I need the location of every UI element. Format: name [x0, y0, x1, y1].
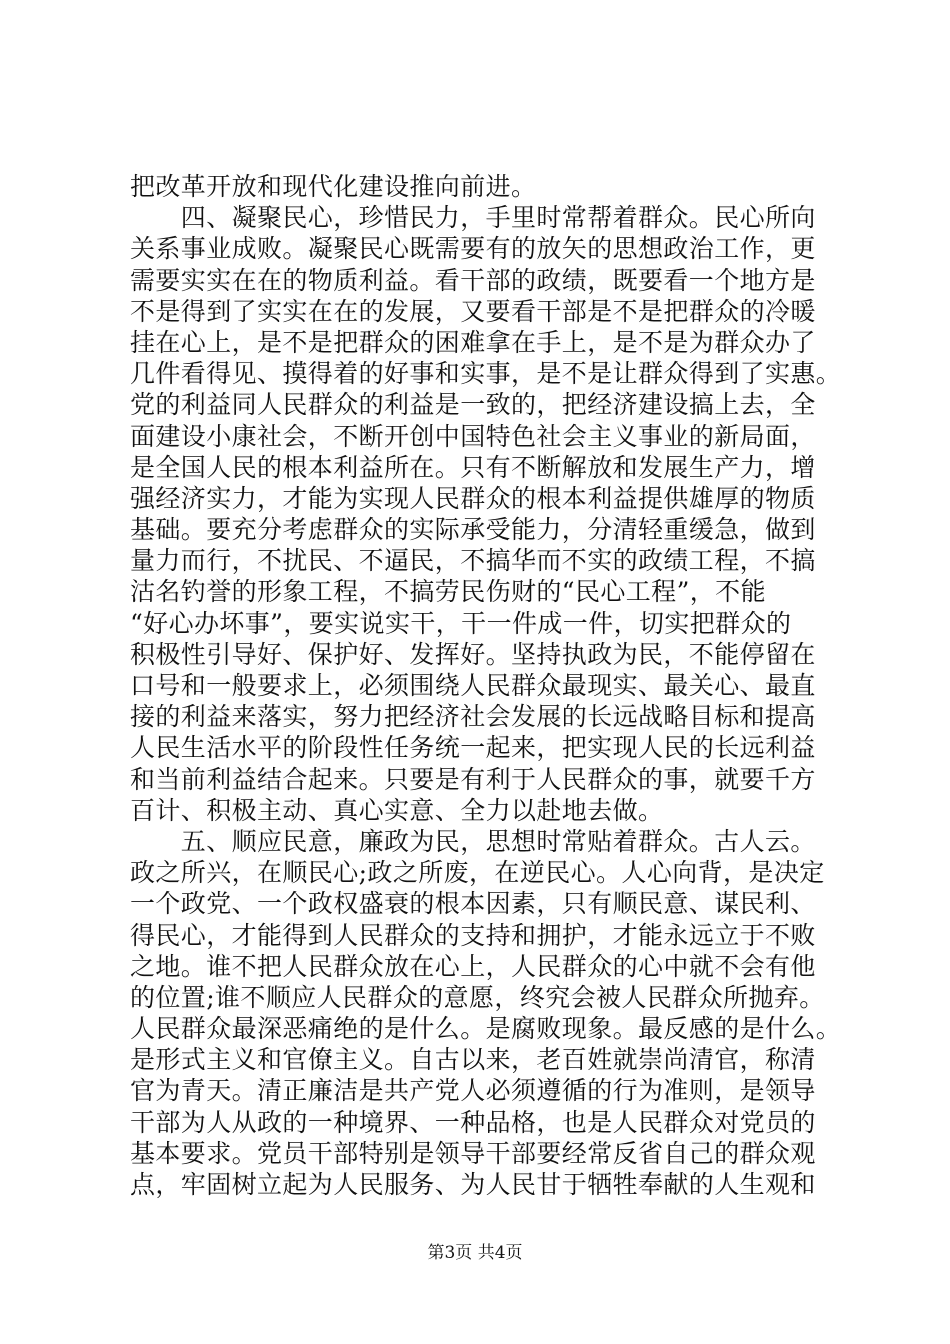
text-line: 百计、积极主动、真心实意、全力以赴地去做。	[130, 795, 664, 825]
text-line: 干部为人从政的一种境界、一种品格，也是人民群众对党员的	[130, 1107, 816, 1137]
text-line: 点，牢固树立起为人民服务、为人民甘于牺牲奉献的人生观和	[130, 1170, 816, 1199]
body-text	[130, 171, 842, 1200]
text-line: 不是得到了实实在在的发展，又要看干部是不是把群众的冷暖	[130, 296, 816, 326]
text-line: 得民心，才能得到人民群众的支持和拥护，才能永远立于不败	[130, 920, 816, 950]
text-line: 人民群众最深恶痛绝的是什么。是腐败现象。最反感的是什么。	[130, 1014, 842, 1044]
text-line: 基本要求。党员干部特别是领导干部要经常反省自己的群众观	[130, 1138, 816, 1168]
text-line: 几件看得见、摸得着的好事和实事，是不是让群众得到了实惠。	[130, 359, 842, 389]
text-line: 五、顺应民意，廉政为民，思想时常贴着群众。古人云。	[130, 826, 816, 856]
text-line: 挂在心上，是不是把群众的困难拿在手上，是不是为群众办了	[130, 327, 816, 357]
text-line: “好心办坏事”，要实说实干，干一件成一件，切实把群众的	[130, 608, 792, 638]
text-line: 和当前利益结合起来。只要是有利于人民群众的事，就要千方	[130, 764, 816, 794]
text-line: 口号和一般要求上，必须围绕人民群众最现实、最关心、最直	[130, 671, 816, 700]
text-line: 之地。谁不把人民群众放在心上，人民群众的心中就不会有他	[130, 951, 816, 981]
page-footer: 第3页 共4页	[427, 1243, 523, 1263]
text-line: 强经济实力，才能为实现人民群众的根本利益提供雄厚的物质	[130, 483, 816, 513]
text-line: 人民生活水平的阶段性任务统一起来，把实现人民的长远利益	[130, 733, 816, 763]
text-line: 基础。要充分考虑群众的实际承受能力，分清轻重缓急，做到	[130, 515, 816, 545]
text-line: 需要实实在在的物质利益。看干部的政绩，既要看一个地方是	[130, 265, 816, 295]
text-line: 一个政党、一个政权盛衰的根本因素，只有顺民意、谋民利、	[130, 889, 816, 919]
text-line: 关系事业成败。凝聚民心既需要有的放矢的思想政治工作，更	[130, 234, 816, 264]
text-line: 量力而行，不扰民、不逼民，不搞华而不实的政绩工程，不搞	[130, 546, 816, 576]
text-line: 的位置;谁不顺应人民群众的意愿，终究会被人民群众所抛弃。	[130, 982, 825, 1012]
text-line: 四、凝聚民心，珍惜民力，手里时常帮着群众。民心所向	[130, 203, 816, 233]
text-line: 积极性引导好、保护好、发挥好。坚持执政为民，不能停留在	[130, 639, 816, 669]
text-line: 是全国人民的根本利益所在。只有不断解放和发展生产力，增	[130, 452, 816, 482]
text-line: 面建设小康社会，不断开创中国特色社会主义事业的新局面，	[130, 421, 816, 451]
text-line: 是形式主义和官僚主义。自古以来，老百姓就崇尚清官，称清	[130, 1045, 816, 1075]
text-line: 党的利益同人民群众的利益是一致的，把经济建设搞上去，全	[130, 390, 816, 420]
text-line: 接的利益来落实，努力把经济社会发展的长远战略目标和提高	[130, 702, 816, 732]
text-line: 政之所兴，在顺民心;政之所废，在逆民心。人心向背，是决定	[130, 858, 825, 888]
text-line: 沽名钓誉的形象工程，不搞劳民伤财的“民心工程”，不能	[130, 577, 766, 607]
text-line: 官为青天。清正廉洁是共产党人必须遵循的行为准则，是领导	[130, 1076, 816, 1106]
text-line: 把改革开放和现代化建设推向前进。	[130, 172, 537, 201]
